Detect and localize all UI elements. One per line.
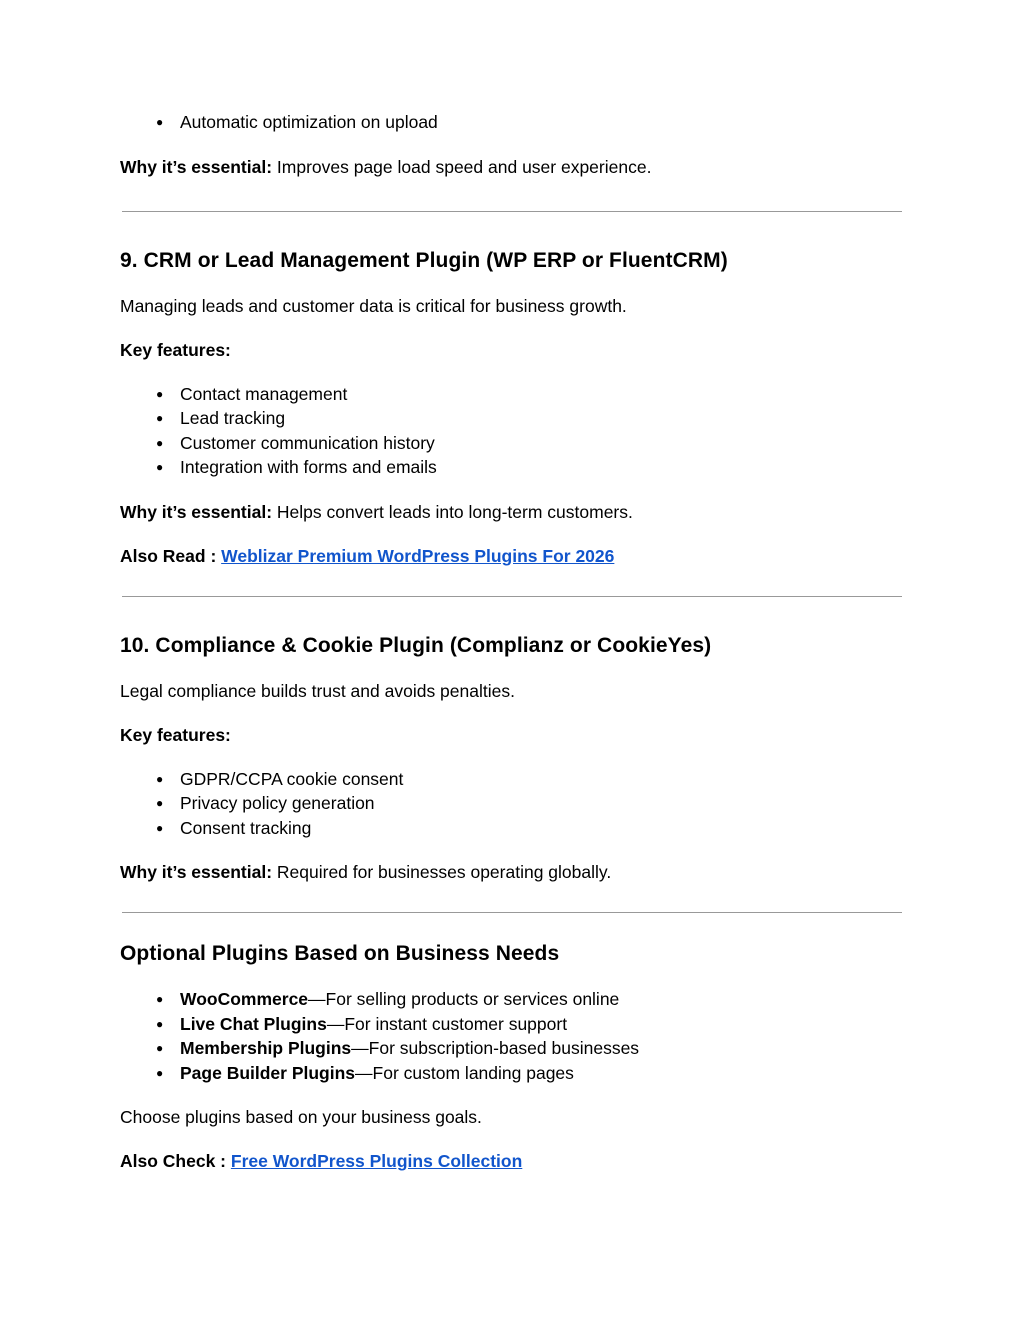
list-item-label: Customer communication history bbox=[180, 432, 435, 453]
list-item bbox=[120, 431, 904, 456]
list-item-name: Page Builder Plugins bbox=[180, 1062, 356, 1083]
list-item bbox=[120, 1036, 904, 1061]
list-item-desc: —For subscription-based businesses bbox=[351, 1038, 640, 1058]
list-item bbox=[120, 987, 904, 1012]
list-item-label: GDPR/CCPA cookie consent bbox=[180, 768, 404, 789]
why-essential-text: Improves page load speed and user experience. bbox=[272, 156, 652, 177]
list-item-label: Lead tracking bbox=[180, 408, 286, 428]
list-item bbox=[120, 791, 904, 816]
list-item-name: WooCommerce bbox=[180, 989, 309, 1009]
section-9-feature-list bbox=[120, 382, 904, 480]
list-item-label: Contact management bbox=[180, 383, 348, 404]
list-item bbox=[120, 110, 904, 135]
list-item bbox=[120, 767, 904, 792]
why-essential-text: Helps convert leads into long-term customers. bbox=[272, 501, 633, 522]
why-essential-label: Why it’s essential: bbox=[120, 501, 273, 522]
also-read-link[interactable]: Weblizar Premium WordPress Plugins For 2026 bbox=[221, 545, 615, 566]
list-item bbox=[120, 816, 904, 841]
list-item-desc: —For selling products or services online bbox=[308, 989, 620, 1009]
list-item-name: Membership Plugins bbox=[180, 1038, 352, 1058]
list-item bbox=[120, 455, 904, 480]
section-heading-9: 9. CRM or Lead Management Plugin (WP ERP or FluentCRM) bbox=[120, 248, 728, 272]
section-heading-10: 10. Compliance & Cookie Plugin (Complianz or CookieYes) bbox=[120, 633, 712, 657]
list-item-label: Integration with forms and emails bbox=[180, 457, 437, 477]
top-bullet-list bbox=[120, 110, 904, 135]
section-9-key-features-label: Key features: bbox=[120, 339, 231, 360]
section-10-feature-list bbox=[120, 767, 904, 841]
list-item-label: Consent tracking bbox=[180, 817, 312, 838]
list-item-label: Automatic optimization on upload bbox=[180, 112, 438, 132]
list-item bbox=[120, 406, 904, 431]
optional-plugins-heading: Optional Plugins Based on Business Needs bbox=[120, 942, 560, 965]
why-essential-label: Why it’s essential: bbox=[120, 862, 273, 882]
section-10-intro: Legal compliance builds trust and avoids penalties. bbox=[120, 680, 515, 701]
list-item bbox=[120, 1061, 904, 1086]
list-item-name: Live Chat Plugins bbox=[180, 1013, 327, 1034]
why-essential-text: Required for businesses operating globally. bbox=[272, 862, 612, 882]
also-check-link[interactable]: Free WordPress Plugins Collection bbox=[230, 1151, 523, 1171]
also-read-label: Also Read : bbox=[120, 545, 222, 566]
optional-plugins-closing: Choose plugins based on your business goals. bbox=[120, 1107, 482, 1127]
section-9-why-essential bbox=[120, 500, 904, 524]
list-item bbox=[120, 382, 904, 407]
list-item bbox=[120, 1012, 904, 1037]
list-item-desc: —For custom landing pages bbox=[355, 1062, 574, 1083]
also-check-line bbox=[120, 1149, 904, 1173]
section-10-key-features-label: Key features: bbox=[120, 724, 231, 745]
also-check-label: Also Check : bbox=[120, 1151, 231, 1171]
why-essential-label: Why it’s essential: bbox=[120, 156, 273, 177]
optional-plugins-list bbox=[120, 987, 904, 1085]
section-9-intro: Managing leads and customer data is critical for business growth. bbox=[120, 295, 627, 316]
section-10-why-essential bbox=[120, 860, 904, 884]
section-9-also-read bbox=[120, 544, 904, 568]
list-item-desc: —For instant customer support bbox=[326, 1013, 568, 1034]
top-why-essential bbox=[120, 155, 904, 179]
list-item-label: Privacy policy generation bbox=[180, 793, 375, 813]
